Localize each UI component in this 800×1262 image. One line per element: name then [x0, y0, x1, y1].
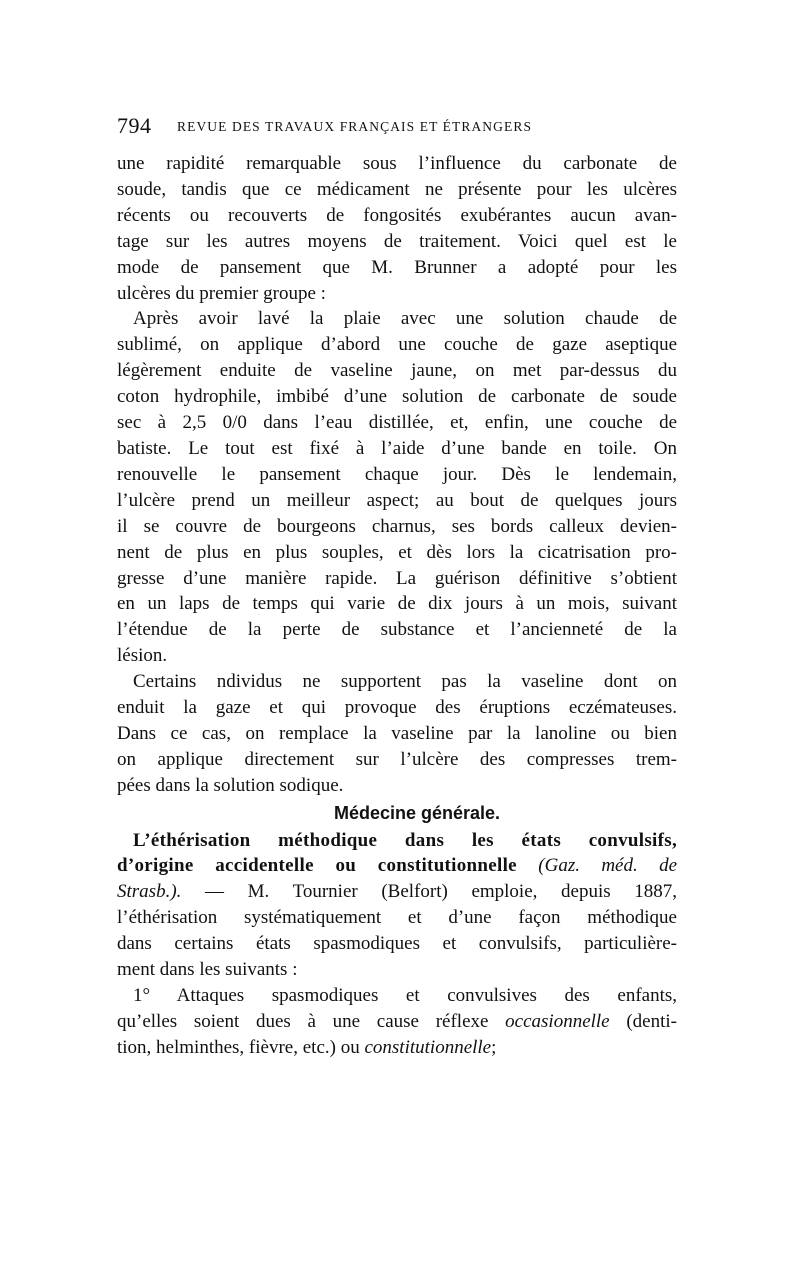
text-line: l’éthérisation systématiquement et d’une façon méthodique — [117, 907, 677, 929]
text-line: batiste. Le tout est fixé à l’aide d’une bande en toile. On — [117, 437, 677, 459]
text-line: ment dans les suivants : — [117, 959, 298, 981]
running-title: REVUE DES TRAVAUX FRANÇAIS ET ÉTRANGERS — [177, 119, 533, 134]
text-run: qu’elles soient dues à une cause réflexe — [117, 1010, 506, 1032]
text-line: Certains ndividus ne supportent pas la vaseline dont on — [133, 671, 677, 693]
text-line: Dans ce cas, on remplace la vaseline par la lanoline ou bien — [117, 722, 677, 744]
section-title: Médecine générale. — [333, 802, 501, 823]
text-line: sublimé, on applique d’abord une couche de gaze aseptique — [117, 334, 677, 356]
article-title-part: d’origine accidentelle ou constitutionnelle — [117, 855, 517, 877]
text-line — [117, 879, 677, 905]
emphasis: occasionnelle — [505, 1010, 610, 1032]
body-text — [117, 151, 677, 1061]
text-line: coton hydrophile, imbibé d’une solution de carbonate de soude — [117, 386, 677, 408]
list-item-line — [117, 1009, 677, 1035]
text-line: légèrement enduite de vaseline jaune, on met par-dessus du — [117, 360, 677, 382]
text-line: récents ou recouverts de fongosités exubérantes aucun avan- — [117, 204, 677, 226]
text-line: Après avoir lavé la plaie avec une solution chaude de — [133, 308, 677, 330]
text-line: enduit la gaze et qui provoque des éruptions eczémateuses. — [117, 697, 677, 719]
citation: (Gaz. méd. de — [538, 855, 678, 877]
text-line: l’étendue de la perte de substance et l’ancienneté de la — [117, 619, 677, 641]
article-title-line — [117, 853, 677, 879]
text-line: ulcères du premier groupe : — [117, 282, 326, 304]
emphasis: constitutionnelle — [364, 1036, 492, 1058]
article-title-part: L’éthérisation méthodique dans les états convulsifs, — [133, 829, 677, 851]
text-line: soude, tandis que ce médicament ne présente pour les ulcères — [117, 178, 677, 200]
text-line: en un laps de temps qui varie de dix jours à un mois, suivant — [117, 593, 677, 615]
text-line: gresse d’une manière rapide. La guérison définitive s’obtient — [117, 567, 677, 589]
text-run: (denti- — [609, 1010, 677, 1032]
list-item-line — [117, 1035, 677, 1061]
text-line: il se couvre de bourgeons charnus, ses bords calleux devien- — [117, 515, 677, 537]
text-line: nent de plus en plus souples, et dès lors la cicatrisation pro- — [117, 541, 677, 563]
text-line: l’ulcère prend un meilleur aspect; au bout de quelques jours — [117, 489, 677, 511]
article-title-line — [117, 828, 677, 854]
text-line: tage sur les autres moyens de traitement. Voici quel est le — [117, 230, 677, 252]
citation-cont: Strasb.). — [117, 881, 182, 903]
list-item-line: 1° Attaques spasmodiques et convulsives des enfants, — [133, 985, 677, 1006]
text-line: une rapidité remarquable sous l’influence du carbonate de — [117, 153, 677, 174]
text-line: renouvelle le pansement chaque jour. Dès le lendemain, — [117, 463, 677, 485]
text-line: dans certains états spasmodiques et convulsifs, particulière- — [117, 933, 677, 955]
text-line: lésion. — [117, 645, 168, 667]
text-run: ; — [491, 1036, 497, 1058]
text-line: on applique directement sur l’ulcère des compresses trem- — [117, 748, 677, 770]
text-run: tion, helminthes, fièvre, etc.) ou — [117, 1036, 365, 1058]
text-line: pées dans la solution sodique. — [117, 774, 344, 796]
text-line: sec à 2,5 0/0 dans l’eau distillée, et, enfin, une couche de — [117, 412, 677, 434]
page-number: 794 — [117, 113, 152, 138]
text-run: — M. Tournier (Belfort) emploie, depuis 1887, — [181, 881, 677, 903]
page-header — [117, 113, 682, 143]
text-line: mode de pansement que M. Brunner a adopté pour les — [117, 256, 677, 278]
